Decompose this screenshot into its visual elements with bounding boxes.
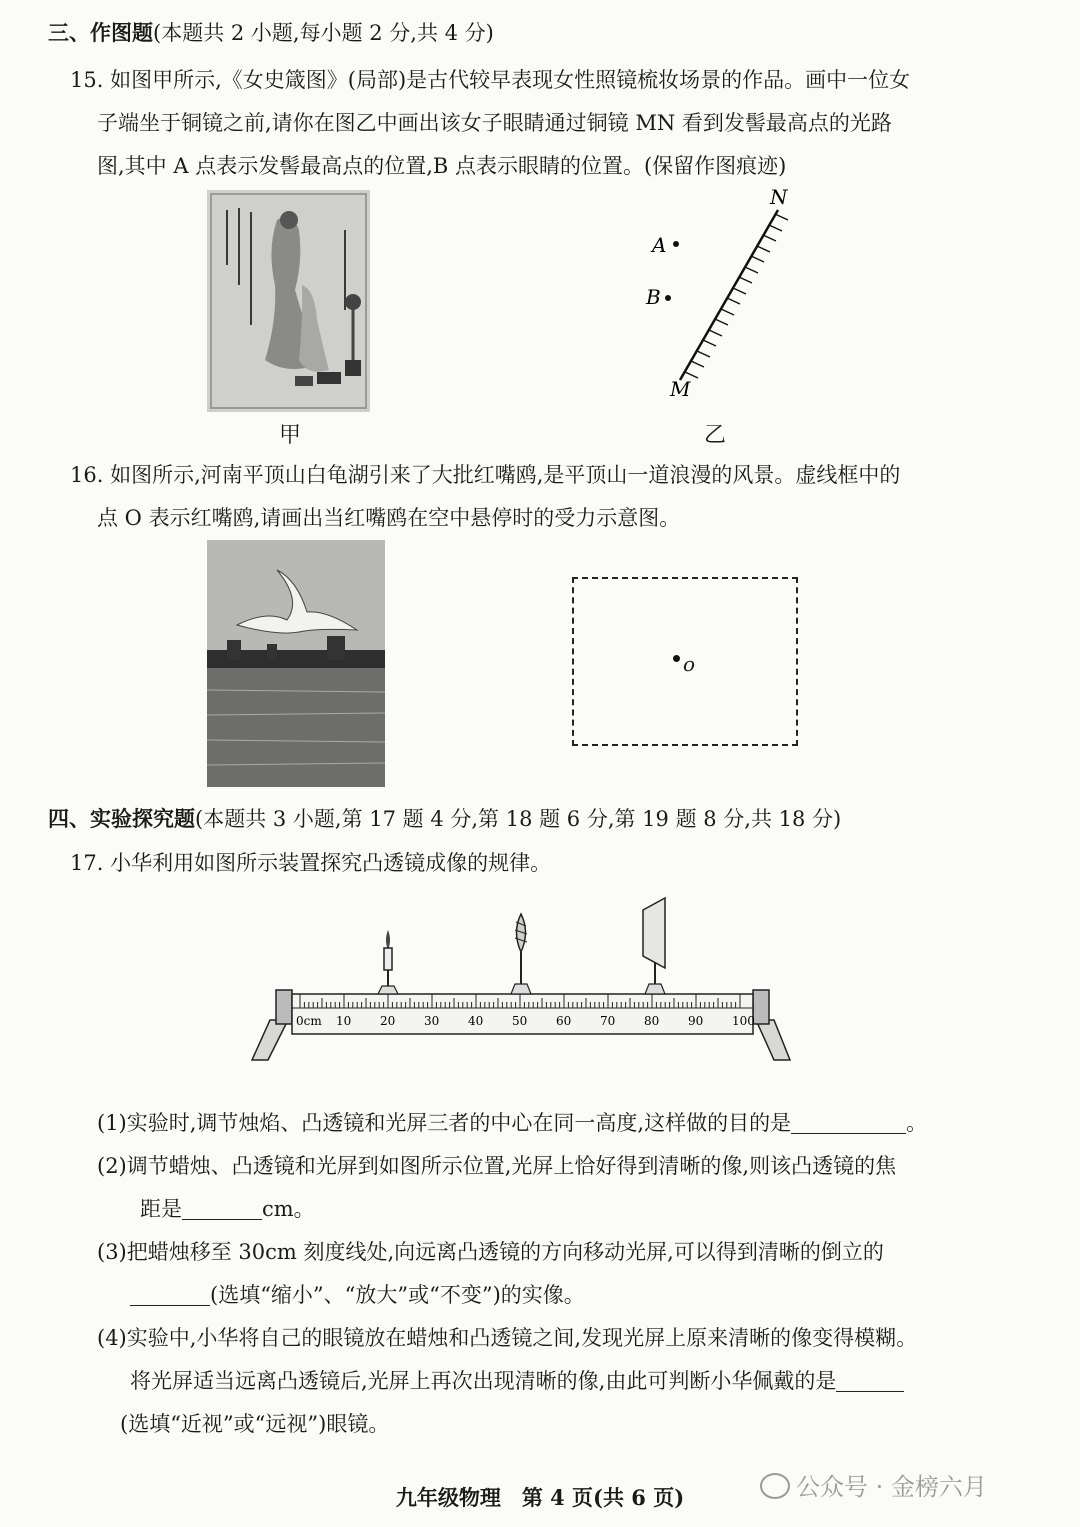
- label-a: A: [652, 233, 667, 257]
- q17-sub2-start: 距是: [140, 1197, 182, 1221]
- ruler-tick-label: 0cm: [296, 1014, 322, 1028]
- caption-yi: 乙: [704, 423, 727, 448]
- painting-illustration: [207, 190, 370, 412]
- ruler-tick-label: 70: [600, 1014, 616, 1028]
- section3-heading: 三、作图题: [48, 20, 153, 45]
- q17-sub1-text: (1)实验时,调节烛焰、凸透镜和光屏三者的中心在同一高度,这样做的目的是: [97, 1111, 792, 1135]
- q17-sub1-end: 。: [906, 1111, 928, 1135]
- section4-title: [48, 804, 841, 834]
- section3-note: (本题共 2 小题,每小题 2 分,共 4 分): [153, 21, 494, 45]
- gull-photo: [207, 540, 385, 787]
- q17-sub4-line2: [130, 1366, 904, 1396]
- q17-sub4-line3: (选填“近视”或“远视”)眼镜。: [120, 1412, 390, 1436]
- bench-right-end: [753, 990, 769, 1024]
- candle: [378, 930, 398, 994]
- watermark: [760, 1467, 987, 1502]
- q17-sub2-blank[interactable]: [182, 1197, 262, 1220]
- label-b: B: [646, 285, 661, 309]
- wechat-icon: [760, 1473, 790, 1499]
- mirror-diagram: [630, 180, 810, 405]
- q17-sub4-blank[interactable]: [836, 1369, 904, 1392]
- ruler-tick-label: 100: [732, 1014, 755, 1028]
- q17-sub4-line1: (4)实验中,小华将自己的眼镜放在蜡烛和凸透镜之间,发现光屏上原来清晰的像变得模糊。: [97, 1326, 918, 1350]
- light-screen: [643, 898, 665, 994]
- q17-sub3-line2: [130, 1280, 585, 1310]
- q17-sub3-line1: (3)把蜡烛移至 30cm 刻度线处,向远离凸透镜的方向移动光屏,可以得到清晰的倒立的: [97, 1240, 884, 1264]
- q17-sub1: [97, 1108, 927, 1138]
- q16-line1: 16. 如图所示,河南平顶山白龟湖引来了大批红嘴鸥,是平顶山一道浪漫的风景。虚线框中的: [70, 463, 901, 487]
- q15-line3: 图,其中 A 点表示发髻最高点的位置,B 点表示眼睛的位置。(保留作图痕迹): [97, 154, 787, 178]
- ruler-tick-label: 60: [556, 1014, 572, 1028]
- ruler-tick-label: 10: [336, 1014, 352, 1028]
- q17-sub2-line1: (2)调节蜡烛、凸透镜和光屏到如图所示位置,光屏上恰好得到清晰的像,则该凸透镜的焦: [97, 1154, 897, 1178]
- q17-intro: 17. 小华利用如图所示装置探究凸透镜成像的规律。: [70, 851, 552, 875]
- section4-heading: 四、实验探究题: [48, 806, 195, 831]
- q17-sub1-blank[interactable]: [791, 1111, 906, 1134]
- caption-jia: 甲: [279, 423, 302, 448]
- ruler-tick-label: 20: [380, 1014, 396, 1028]
- bench-right-leg: [756, 1020, 790, 1060]
- q15-line2: 子端坐于铜镜之前,请你在图乙中画出该女子眼睛通过铜镜 MN 看到发髻最高点的光路: [97, 111, 892, 135]
- convex-lens: [511, 914, 531, 994]
- q17-sub4-text: 将光屏适当远离凸透镜后,光屏上再次出现清晰的像,由此可判断小华佩戴的是: [130, 1369, 837, 1393]
- q17-sub3-text: (选填“缩小”、“放大”或“不变”)的实像。: [210, 1283, 585, 1307]
- gull-photo-illustration: [207, 540, 385, 787]
- ruler-tick-label: 50: [512, 1014, 528, 1028]
- bench-left-leg: [252, 1020, 288, 1060]
- ruler-tick-label: 80: [644, 1014, 660, 1028]
- label-m: M: [670, 377, 691, 401]
- q16-line2: 点 O 表示红嘴鸥,请画出当红嘴鸥在空中悬停时的受力示意图。: [97, 506, 681, 530]
- bench-left-end: [276, 990, 292, 1024]
- ruler-tick-label: 40: [468, 1014, 484, 1028]
- point-o: [673, 655, 680, 662]
- q17-sub3-blank[interactable]: [130, 1283, 210, 1306]
- watermark-text: 公众号 · 金榜六月: [796, 1473, 987, 1501]
- q17-sub2-line2: [140, 1194, 315, 1224]
- section4-note: (本题共 3 小题,第 17 题 4 分,第 18 题 6 分,第 19 题 8 分,共 18 分): [195, 807, 842, 831]
- label-n: N: [770, 185, 788, 209]
- painting-image: [207, 190, 370, 412]
- mirror-hatching: [685, 214, 788, 378]
- page-footer: 九年级物理 第 4 页(共 6 页): [395, 1485, 685, 1510]
- ruler-tick-label: 30: [424, 1014, 440, 1028]
- section3-title: [48, 18, 494, 48]
- label-o: o: [683, 652, 696, 676]
- point-b: [665, 295, 671, 301]
- q17-sub2-end: cm。: [262, 1197, 315, 1221]
- point-a: [673, 241, 679, 247]
- q15-line1: 15. 如图甲所示,《女史箴图》(局部)是古代较早表现女性照镜梳妆场景的作品。画中一位女: [70, 68, 911, 92]
- ruler-tick-label: 90: [688, 1014, 704, 1028]
- optical-bench: [250, 890, 795, 1065]
